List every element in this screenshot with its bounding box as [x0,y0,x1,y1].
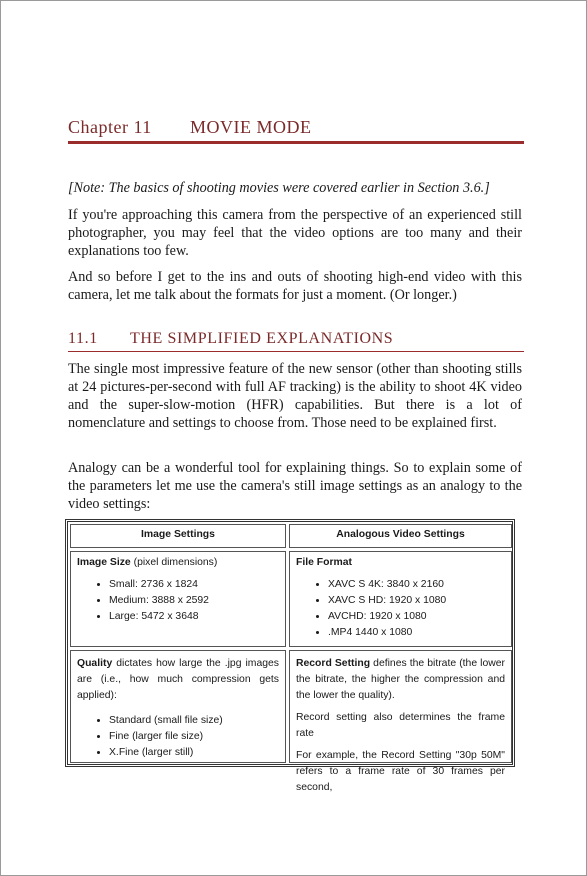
list-item: • XAVC S HD: 1920 x 1080 [328,594,505,607]
file-format-list [296,578,505,639]
file-format-cell [289,551,512,647]
file-format-label: File Format [296,557,353,568]
quality-cell [70,650,286,763]
record-setting-text: defines the bitrate (the lower the bitrate, the higher the compression and the lower the quality). [296,658,506,701]
list-item: • X.Fine (larger still) [109,746,279,759]
quality-description [77,656,279,704]
chapter-title: MOVIE MODE [190,117,312,137]
note-paragraph: [Note: The basics of shooting movies were covered earlier in Section 3.6.] [68,180,490,196]
section-title: THE SIMPLIFIED EXPLANATIONS [130,330,394,347]
section-paragraph-2: Analogy can be a wonderful tool for explaining things. So to explain some of the parameters let me use the camera's still image settings as an analogy to the video settings: [68,460,522,512]
quality-label: Quality [77,658,113,669]
section-rule [68,351,524,352]
record-setting-frame-rate: Record setting also determines the frame rate [296,712,505,739]
list-item: • .MP4 1440 x 1080 [328,626,505,639]
table-header-image-settings: Image Settings [70,524,286,548]
section-heading [68,330,524,348]
section-number: 11.1 [68,330,98,347]
list-item: • Large: 5472 x 3648 [109,610,279,623]
table-header-video-settings: Analogous Video Settings [289,524,512,548]
section-paragraph-1: The single most impressive feature of the new sensor (other than shooting stills at 24 pictures-per-second with full AF tracking) is the ability to shoot 4K video and the super-slow-motion (HFR) capabilities. But there is a lot of nomenclature and settings to choose from. Those need to be explained first. [68,361,522,431]
intro-paragraph-1: If you're approaching this camera from the perspective of an experienced still photographer, you may feel that the video options are too many and their explanations too few. [68,207,522,259]
quality-text: dictates how large the .jpg images are (i.e., how much compression gets applied): [77,658,279,701]
settings-analogy-table [65,519,515,793]
image-size-title [77,557,279,568]
list-item: • Small: 2736 x 1824 [109,578,279,591]
chapter-rule [68,141,524,144]
record-setting-label: Record Setting [296,658,371,669]
record-setting-cell [289,650,512,793]
list-item: • AVCHD: 1920 x 1080 [328,610,505,623]
image-size-cell [70,551,286,647]
image-size-label-rest: (pixel dimensions) [130,557,218,568]
quality-list [77,714,279,759]
file-format-title [296,557,505,568]
record-setting-example: For example, the Record Setting "30p 50M" refers to a frame rate of 30 frames per second, [296,750,505,793]
image-size-label: Image Size [77,557,131,568]
chapter-number: Chapter 11 [68,117,152,137]
record-setting-description [296,656,505,704]
intro-paragraph-2: And so before I get to the ins and outs of shooting high-end video with this camera, let me talk about the formats for just a moment. (Or longer.) [68,269,522,303]
list-item: • Fine (larger file size) [109,730,279,743]
image-size-list [77,578,279,623]
list-item: • Standard (small file size) [109,714,279,727]
list-item: • Medium: 3888 x 2592 [109,594,279,607]
chapter-heading [68,117,524,138]
list-item: • XAVC S 4K: 3840 x 2160 [328,578,505,591]
